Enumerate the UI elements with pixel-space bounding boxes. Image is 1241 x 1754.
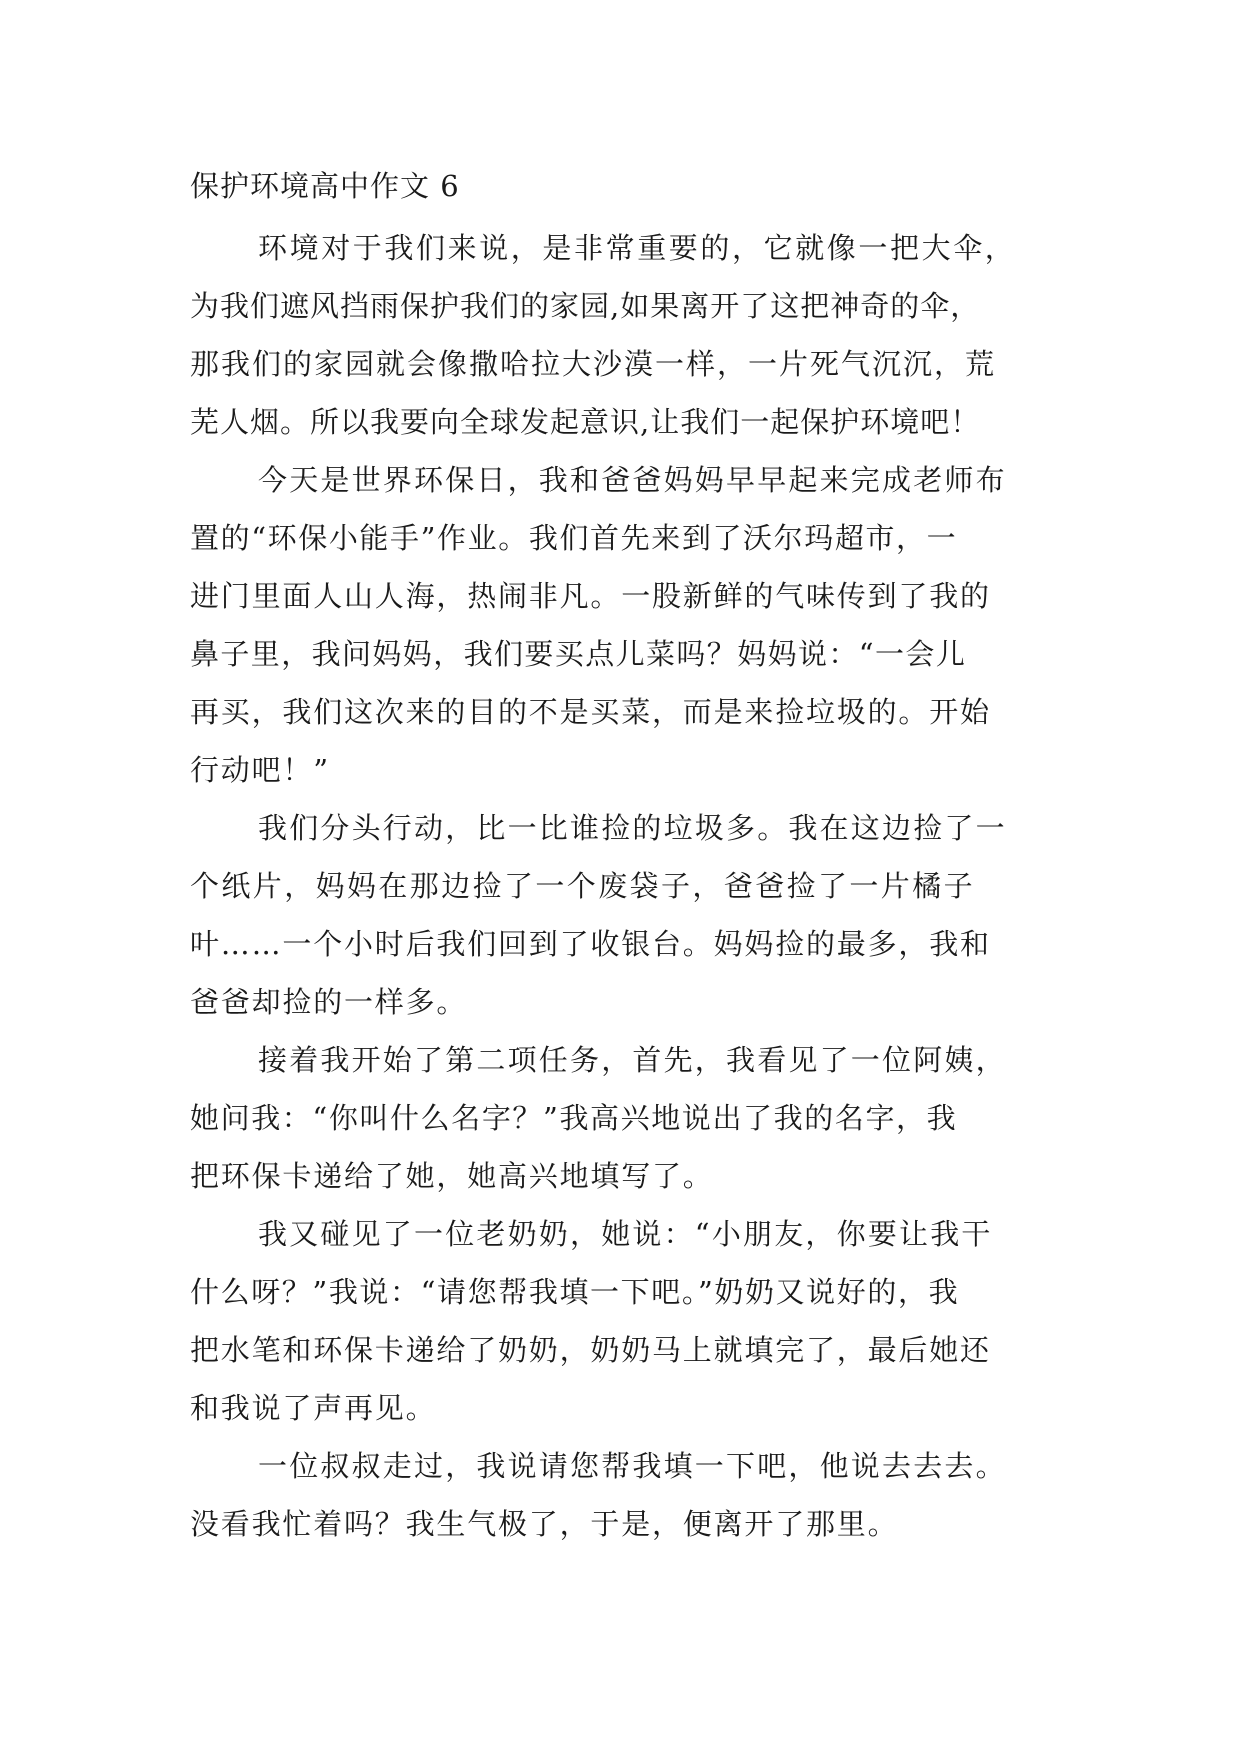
text-line: 个纸片，妈妈在那边捡了一个废袋子，爸爸捡了一片橘子 [190, 869, 976, 903]
text-line: 她问我：“你叫什么名字？”我高兴地说出了我的名字，我 [190, 1101, 958, 1135]
text-line: 爸爸却捡的一样多。 [190, 985, 468, 1019]
text-line: 那我们的家园就会像撒哈拉大沙漠一样，一片死气沉沉，荒 [190, 347, 997, 381]
text-line: 芜人烟。所以我要向全球发起意识,让我们一起保护环境吧！ [190, 405, 981, 439]
text-line: 鼻子里，我问妈妈，我们要买点儿菜吗？妈妈说：“一会儿 [190, 637, 967, 671]
text-line: 接着我开始了第二项任务，首先，我看见了一位阿姨， [258, 1043, 1007, 1077]
text-line: 什么呀？”我说：“请您帮我填一下吧。”奶奶又说好的，我 [190, 1275, 960, 1309]
text-line: 再买，我们这次来的目的不是买菜，而是来捡垃圾的。开始 [190, 695, 991, 729]
text-line: 把环保卡递给了她，她高兴地填写了。 [190, 1159, 714, 1193]
text-line: 没看我忙着吗？我生气极了，于是，便离开了那里。 [190, 1507, 899, 1541]
document-title: 保护环境高中作文 6 [190, 169, 460, 203]
text-line: 今天是世界环保日，我和爸爸妈妈早早起来完成老师布 [258, 463, 1007, 497]
text-line: 环境对于我们来说，是非常重要的，它就像一把大伞， [258, 231, 1017, 265]
text-line: 叶……一个小时后我们回到了收银台。妈妈捡的最多，我和 [190, 927, 991, 961]
text-line: 把水笔和环保卡递给了奶奶，奶奶马上就填完了，最后她还 [190, 1333, 991, 1367]
text-line: 一位叔叔走过，我说请您帮我填一下吧，他说去去去。 [258, 1449, 1007, 1483]
text-line: 和我说了声再见。 [190, 1391, 437, 1425]
text-line: 我们分头行动，比一比谁捡的垃圾多。我在这边捡了一 [258, 811, 1007, 845]
text-line: 为我们遮风挡雨保护我们的家园,如果离开了这把神奇的伞， [190, 289, 981, 323]
text-line: 行动吧！” [190, 753, 330, 787]
text-line: 进门里面人山人海，热闹非凡。一股新鲜的气味传到了我的 [190, 579, 991, 613]
text-line: 我又碰见了一位老奶奶，她说：“小朋友，你要让我干 [258, 1217, 993, 1251]
text-line: 置的“环保小能手”作业。我们首先来到了沃尔玛超市，一 [190, 521, 958, 555]
